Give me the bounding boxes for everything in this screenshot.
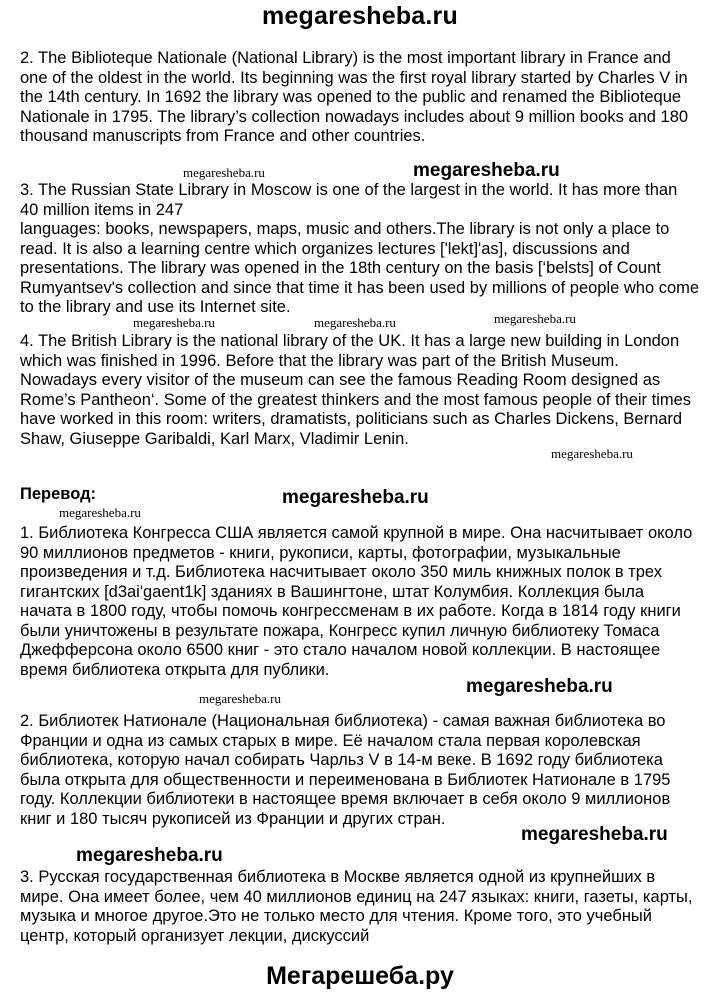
site-footer-title: Мегарешеба.ру xyxy=(266,962,454,990)
watermark-large: megaresheba.ru xyxy=(466,676,613,697)
watermark-small: megaresheba.ru xyxy=(494,311,576,326)
watermark-small: megaresheba.ru xyxy=(183,165,265,180)
watermark-large: megaresheba.ru xyxy=(521,824,668,845)
watermark-small: megaresheba.ru xyxy=(199,691,281,706)
english-paragraph-4: 4. The British Library is the national library of the UK. It has a large new building in London which was finished in 1996. Before that the library was part of the British Museum. Nowadays every visitor of the museum can see the famous Reading Room designed as Rome’s Pantheon‘. Some of the greatest thinkers and the most famous people of their times have worked in this room: writers, dramatists, politicians such as Charles Dickens, Bernard Shaw, Giuseppe Garibaldi, Karl Marx, Vladimir Lenin. xyxy=(20,332,692,448)
translation-paragraph-2: 2. Библиотек Натионале (Национальная библиотека) - самая важная библиотека во Франции и одна из самых старых в мире. Её началом стала первая королевская библиотека, которую начал собирать Чарльз V в 14-м веке. В 1692 году библиотека была открыта для общественности и переименована в Библиотек Натионале в 1795 году. Коллекции библиотеки в настоящее время включает в себя около 9 миллионов книг и 180 тысяч рукописей из Франции и других стран. xyxy=(20,712,671,828)
english-paragraph-3-line-1: 3. The Russian State Library in Moscow is one of the largest in the world. It has more than 40 million items in 247 xyxy=(20,181,678,219)
translation-heading: Перевод: xyxy=(20,485,97,503)
site-header-title: megaresheba.ru xyxy=(262,2,458,30)
watermark-small: megaresheba.ru xyxy=(59,505,141,520)
translation-paragraph-3: 3. Русская государственная библиотека в Москве является одной из крупнейших в мире. Она имеет более, чем 40 миллионов единиц на 247 языках: книги, газеты, карты, музыка и многое другое.Это не только место для чтения. Кроме того, это учебный центр, который организует лекции, дискуссий xyxy=(20,868,693,945)
watermark-small: megaresheba.ru xyxy=(133,315,215,330)
watermark-small: megaresheba.ru xyxy=(551,446,633,461)
watermark-large: megaresheba.ru xyxy=(76,845,223,866)
english-paragraph-2: 2. The Biblioteque Nationale (National Library) is the most important library in France and one of the oldest in the world. Its beginning was the first royal library started by Charles V in the 14th century. In 1692 the library was opened to the public and renamed the Biblioteque Nationale in 1795. The library’s collection nowadays includes about 9 million books and 180 thousand manuscripts from France and other countries. xyxy=(20,49,689,145)
english-paragraph-3-line-2: languages: books, newspapers, maps, music and others.The library is not only a place to read. It is also a learning centre which organizes lectures ['lekt]'as], discussions and presentations. The library was opened in the 18th century on the basis [‘belsts] of Count Rumyantsev's collection and since that time it has been used by millions of people who come to the library and use its Internet site. xyxy=(20,220,700,316)
watermark-small: megaresheba.ru xyxy=(314,315,396,330)
watermark-large: megaresheba.ru xyxy=(282,487,429,508)
watermark-large: megaresheba.ru xyxy=(413,160,560,181)
translation-paragraph-1: 1. Библиотека Конгресса США является самой крупной в мире. Она насчитывает около 90 миллионов предметов - книги, рукописи, карты, фотографии, музыкальные произведения и т.д. Библиотека насчитывает около 350 миль книжных полок в трех гигантских [d3ai'gaent1k] зданиях в Вашингтоне, штат Колумбия. Коллекция была начата в 1800 году, чтобы помочь конгрессменам в их работе. Когда в 1814 году книги были уничтожены в результате пожара, Конгресс купил личную библиотеку Томаса Джефферсона около 6500 книг - это стало началом новой коллекции. В настоящее время библиотека открыта для публики. xyxy=(20,524,693,679)
